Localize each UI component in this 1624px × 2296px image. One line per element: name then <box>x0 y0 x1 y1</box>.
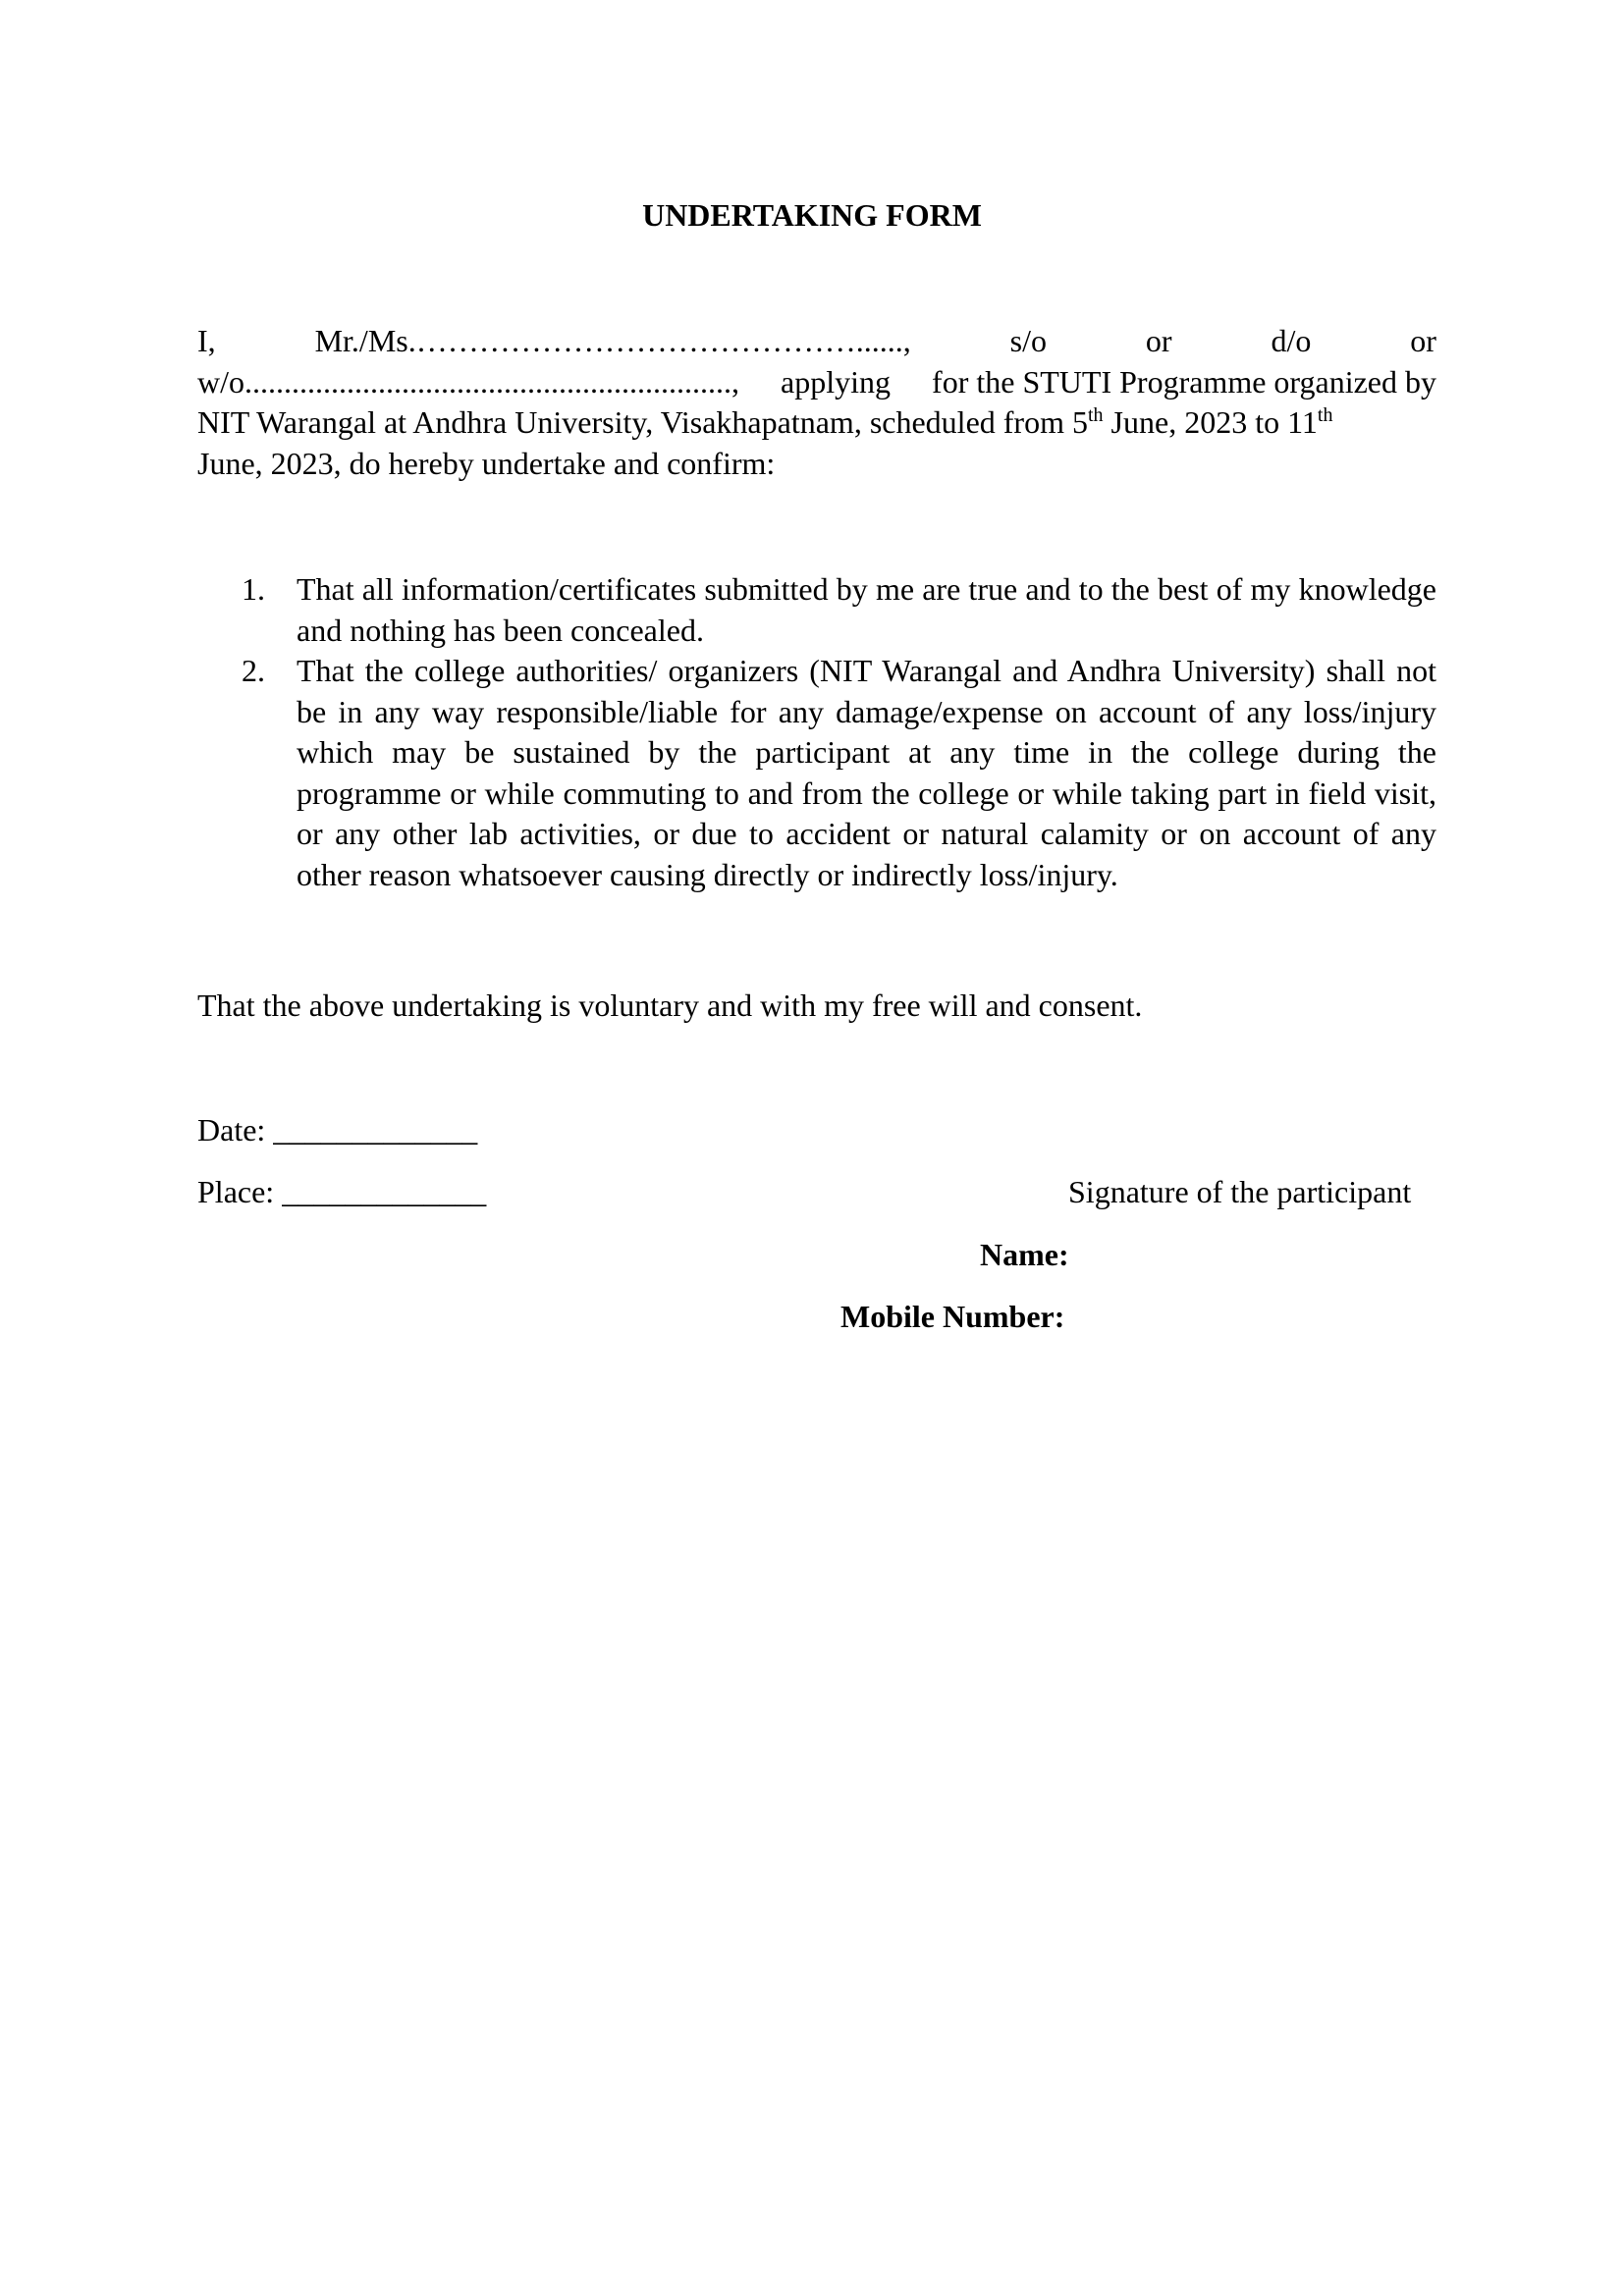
intro-word: s/o <box>1009 323 1047 358</box>
date-blank: _____________ <box>273 1112 478 1148</box>
intro-line-4: June, 2023, do hereby undertake and confirm: <box>197 445 776 481</box>
intro-line-1 <box>197 321 1436 362</box>
list-item <box>242 569 1436 651</box>
intro-text: NIT Warangal at Andhra University, Visakhapatnam, scheduled from 5th June, 2023 to 11th <box>197 404 1333 440</box>
name-blank-field: Mr./Ms.……………………………………......, <box>314 323 911 358</box>
undertaking-list <box>242 569 1436 895</box>
place-label: Place: <box>197 1174 275 1209</box>
intro-word: I, <box>197 323 216 358</box>
list-item <box>242 651 1436 895</box>
list-item-text: That the college authorities/ organizers (NIT Warangal and Andhra University) shall not be in any way responsible/liable for any damage/expense on account of any loss/injury which may be sustained by the participant at any time in the college during the programme or while commuting to and from the college or while taking part in field visit, or any other lab activities, or due to accident or natural calamity or on account of any other reason whatsoever causing directly or indirectly loss/injury. <box>297 653 1436 892</box>
closing-statement: That the above undertaking is voluntary and with my free will and consent. <box>197 988 1143 1023</box>
mobile-number-label: Mobile Number: <box>840 1299 1065 1334</box>
intro-word: or <box>1410 323 1436 358</box>
list-item-text: That all information/certificates submitted by me are true and to the best of my knowledge and nothing has been concealed. <box>297 571 1436 648</box>
intro-text: for the STUTI Programme organized by <box>932 363 1436 400</box>
intro-word: d/o <box>1271 323 1312 358</box>
guardian-blank-field: w/o.............................................................., <box>197 363 739 400</box>
list-item-number: 2. <box>242 653 265 688</box>
list-item-number: 1. <box>242 571 265 607</box>
place-blank: _____________ <box>282 1174 487 1209</box>
place-field <box>197 1171 486 1212</box>
signature-label: Signature of the participant <box>1068 1174 1412 1209</box>
intro-word: applying <box>781 363 892 400</box>
intro-paragraph <box>197 321 1436 484</box>
date-label: Date: <box>197 1112 266 1148</box>
page-title: UNDERTAKING FORM <box>642 197 982 233</box>
date-field <box>197 1109 477 1150</box>
intro-word: or <box>1145 323 1172 358</box>
intro-line-2 <box>197 362 1436 403</box>
name-label: Name: <box>980 1237 1069 1272</box>
intro-line-3 <box>197 402 1436 444</box>
